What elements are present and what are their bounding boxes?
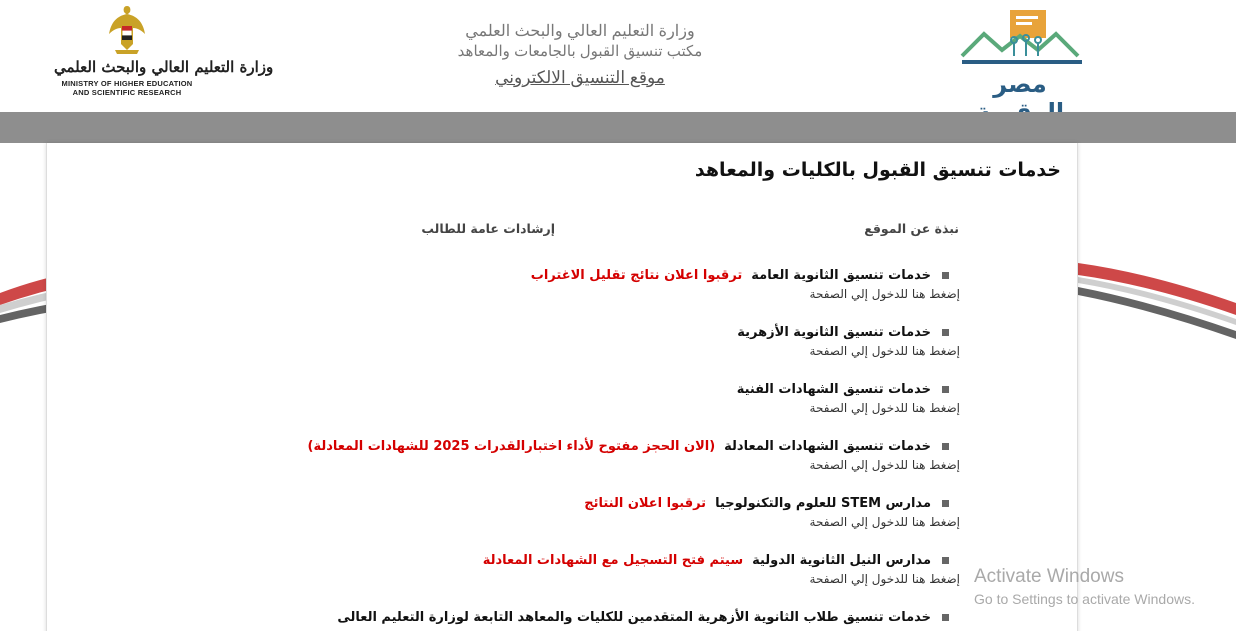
service-title[interactable]: مدارس النيل الثانوية الدولية [752,552,931,568]
square-bullet-icon [942,500,949,507]
service-item-azhar-students-higher-ed [337,608,949,626]
header-center-title [430,22,730,90]
service-enter-link[interactable]: إضغط هنا للدخول إلي الصفحة [809,572,960,586]
service-item-nile-schools [482,551,960,588]
service-enter-link[interactable]: إضغط هنا للدخول إلي الصفحة [809,515,960,529]
service-title[interactable]: مدارس STEM للعلوم والتكنولوجيا [715,495,931,511]
service-enter-link[interactable]: إضغط هنا للدخول إلي الصفحة [809,287,960,301]
tab-about-site[interactable]: نبذة عن الموقع [864,221,959,236]
header-line-2: مكتب تنسيق القبول بالجامعات والمعاهد [457,43,703,60]
square-bullet-icon [942,557,949,564]
square-bullet-icon [942,614,949,621]
header-line-1: وزارة التعليم العالي والبحث العلمي [465,23,695,40]
digital-egypt-house-icon [958,6,1092,72]
service-enter-link[interactable]: إضغط هنا للدخول إلي الصفحة [809,458,960,472]
service-title[interactable]: خدمات تنسيق الشهادات المعادلة [724,438,931,454]
digital-egypt-logo-text: مصر [993,70,1047,98]
service-item-stem-schools [584,494,960,531]
square-bullet-icon [942,272,949,279]
service-enter-link[interactable]: إضغط هنا للدخول إلي الصفحة [809,401,960,415]
service-announcement: ترقبوا اعلان نتائج تقليل الاغتراب [530,267,743,283]
service-announcement: سيتم فتح التسجيل مع الشهادات المعادلة [482,552,744,568]
eagle-emblem-icon [107,4,147,56]
service-title[interactable]: خدمات تنسيق الثانوية العامة [751,267,931,283]
service-title[interactable]: خدمات تنسيق الشهادات الفنية [736,381,931,397]
page-title: خدمات تنسيق القبول بالكليات والمعاهد [694,159,1061,181]
ministry-name-english-line2: AND SCIENTIFIC RESEARCH [72,88,182,97]
service-item-technical-certificates [736,380,960,417]
activate-windows-subtitle: Go to Settings to activate Windows. [974,591,1195,607]
service-item-azhar-secondary [737,323,960,360]
service-item-general-secondary [530,266,960,303]
service-item-equivalent-certificates [307,437,960,474]
service-announcement: ترقبوا اعلان النتائج [584,495,707,511]
square-bullet-icon [942,386,949,393]
ministry-logo[interactable] [54,4,274,110]
ministry-name-english-line1: MINISTRY OF HIGHER EDUCATION [61,79,193,88]
square-bullet-icon [942,329,949,336]
main-content-panel [46,143,1078,631]
tab-student-guidelines[interactable]: إرشادات عامة للطالب [421,221,555,236]
navigation-bar [0,112,1236,143]
site-name-link[interactable]: موقع التنسيق الالكتروني [495,68,665,87]
site-header [0,0,1236,112]
windows-activation-watermark [974,566,1195,610]
activate-windows-title: Activate Windows [974,566,1124,587]
square-bullet-icon [942,443,949,450]
digital-egypt-logo[interactable] [958,6,1092,104]
service-title[interactable]: خدمات تنسيق طلاب الثانوية الأزهرية المتقدمين للكليات والمعاهد التابعة لوزارة التعليم العالى [337,609,931,625]
service-announcement: (الان الحجز مفتوح لأداء اختبارالقدرات 2025 للشهادات المعادلة) [307,438,716,454]
ministry-name-english [54,79,200,97]
ministry-name-arabic: وزارة التعليم العالي والبحث العلمي [54,58,274,76]
service-title[interactable]: خدمات تنسيق الثانوية الأزهرية [737,324,931,340]
service-enter-link[interactable]: إضغط هنا للدخول إلي الصفحة [809,344,960,358]
